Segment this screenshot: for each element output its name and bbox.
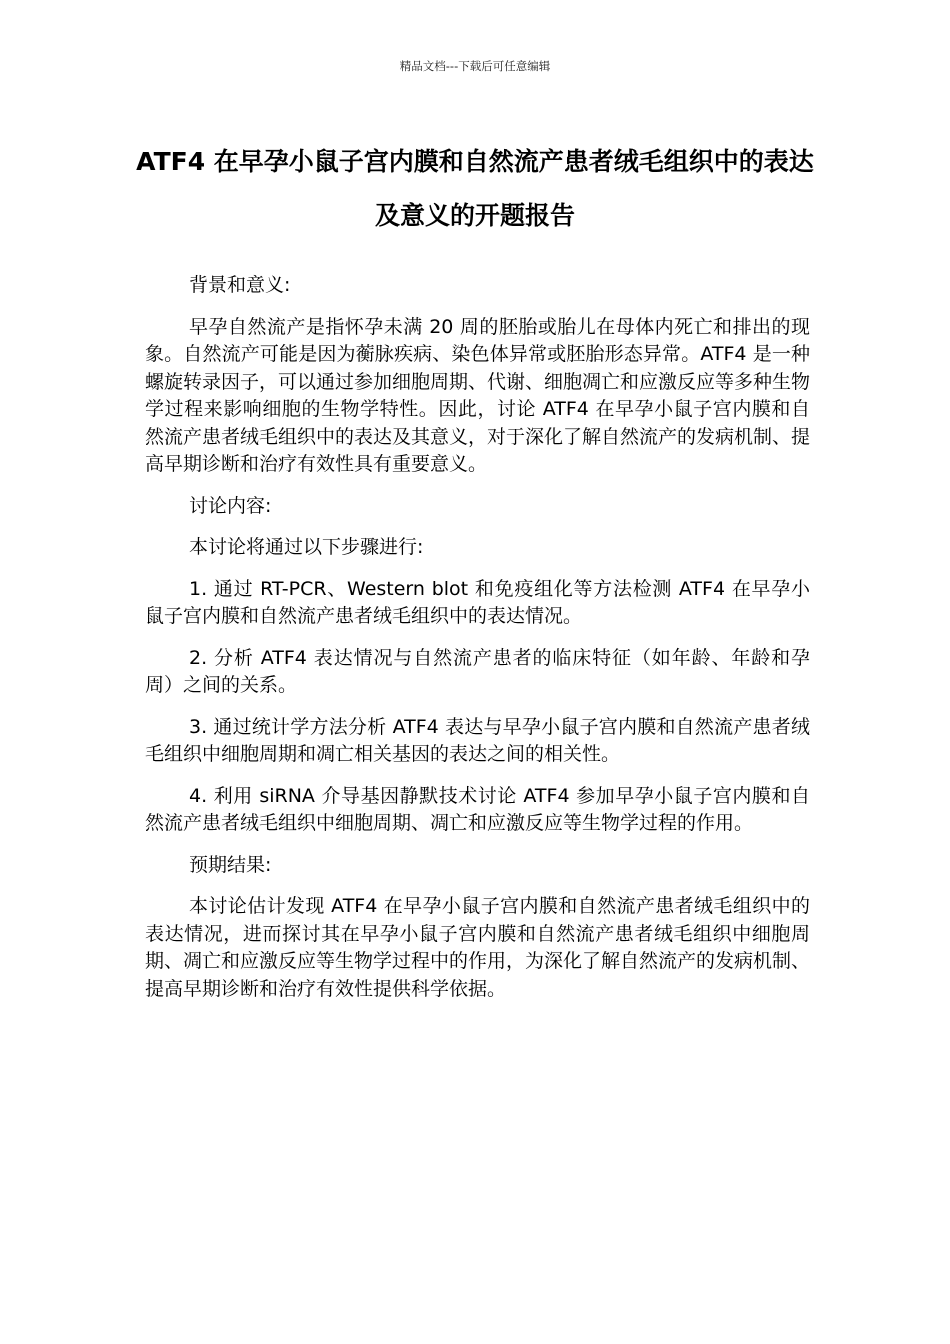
document-body (145, 272, 810, 1017)
results-heading: 预期结果: (189, 853, 272, 876)
background-paragraph: 早孕自然流产是指怀孕未满 20 周的胚胎或胎儿在母体内死亡和排出的现象。自然流产可能是因为蘅脉疾病、染色体异常或胚胎形态异常。ATF4 是一种螺旋转录因子，可以通过参加细胞周期、代谢、细胞凋亡和应激反应等多种生物学过程来影响细胞的生物学特性。因此，讨论 ATF4 在早孕小鼠子宫内膜和自然流产患者绒毛组织中的表达及其意义，对于深化了解自然流产的发病机制、提高早期诊断和治疗有效性具有重要意义。 (145, 315, 811, 475)
step-2-paragraph: 2. 分析 ATF4 表达情况与自然流产患者的临床特征（如年龄、年龄和孕周）之间的关系。 (145, 646, 810, 696)
page-header: 精品文档---下载后可任意编辑 (399, 59, 551, 73)
content-intro: 本讨论将通过以下步骤进行: (189, 536, 424, 558)
results-paragraph: 本讨论估计发现 ATF4 在早孕小鼠子宫内膜和自然流产患者绒毛组织中的表达情况，进而探讨其在早孕小鼠子宫内膜和自然流产患者绒毛组织中细胞周期、凋亡和应激反应等生物学过程中的作用，为深化了解自然流产的发病机制、提高早期诊断和治疗有效性提供科学依据。 (145, 895, 811, 1000)
document-title: ATF4 在早孕小鼠子宫内膜和自然流产患者绒毛组织中的表达及意义的开题报告 (136, 147, 814, 230)
content-heading: 讨论内容: (189, 494, 272, 517)
step-3-paragraph: 3. 通过统计学方法分析 ATF4 表达与早孕小鼠子宫内膜和自然流产患者绒毛组织中细胞周期和凋亡相关基因的表达之间的相关性。 (145, 715, 810, 765)
step-1-paragraph: 1. 通过 RT-PCR、Western blot 和免疫组化等方法检测 ATF4 在早孕小鼠子宫内膜和自然流产患者绒毛组织中的表达情况。 (145, 577, 810, 627)
step-4-paragraph: 4. 利用 siRNA 介导基因静默技术讨论 ATF4 参加早孕小鼠子宫内膜和自然流产患者绒毛组织中细胞周期、凋亡和应激反应等生物学过程的作用。 (145, 784, 810, 834)
background-heading: 背景和意义: (189, 274, 291, 296)
